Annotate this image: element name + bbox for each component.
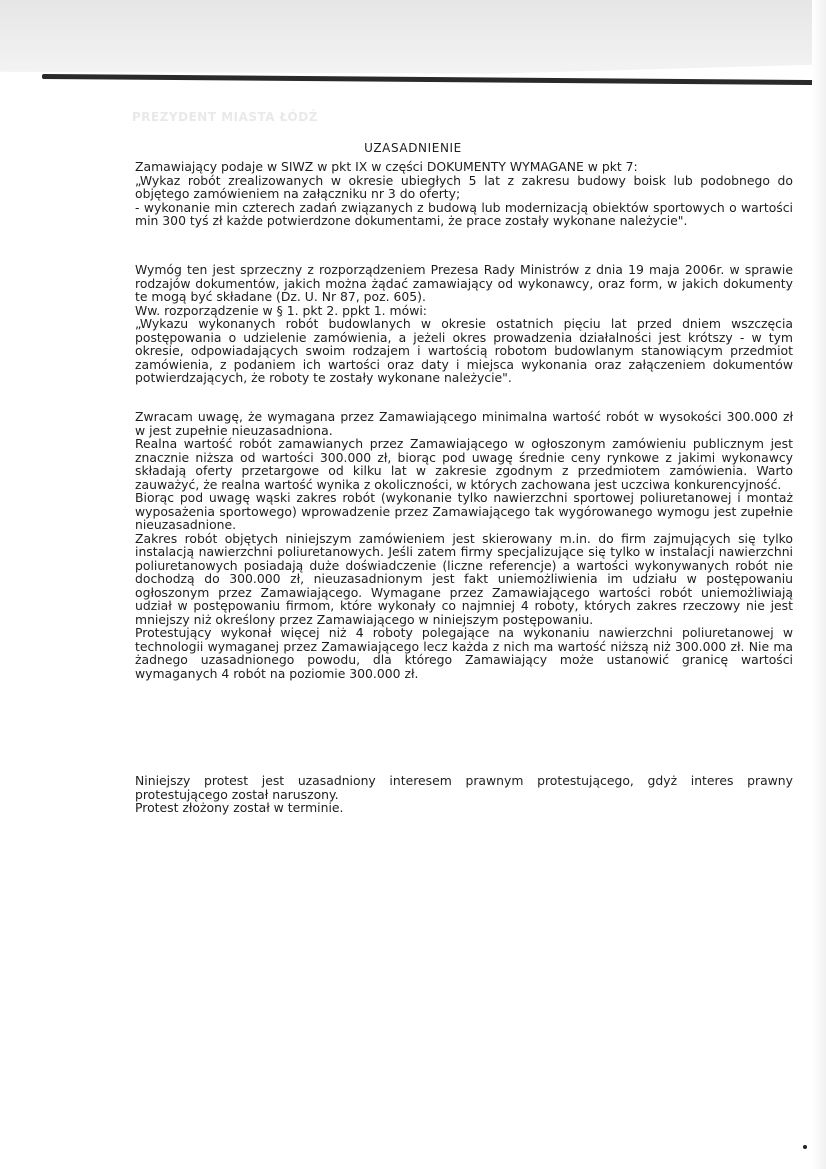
paragraph-2: Wymóg ten jest sprzeczny z rozporządzeniem Prezesa Rady Ministrów z dnia 19 maja 2006r. w sprawie rodzajów dokumentów, jakich można żądać zamawiający od wykonawcy, oraz form, w jakich dokumenty te mogą być składane (Dz. U. Nr 87, poz. 605). Ww. rozporządzenie w § 1. pkt 2. ppkt 1. mówi: „Wykazu wykonanych robót budowlanych w okresie ostatnich pięciu lat przed dniem wszczęcia postępowania o udzielenie zamówienia, a jeżeli okres prowadzenia działalności jest krótszy - w tym okresie, odpowiadających swoim rodzajem i wartością robotom budowlanym stanowiącym przedmiot zamówienia, z podaniem ich wartości oraz daty i miejsca wykonania oraz załączeniem dokumentów potwierdzających, że roboty te zostały wykonane należycie". [135, 262, 793, 385]
paragraph-3: Zwracam uwagę, że wymagana przez Zamawiającego minimalna wartość robót w wysokości 300.000 zł w jest zupełnie nieuzasadniona. Realna wartość robót zamawianych przez Zamawiającego w ogłoszonym zamówieniu publicznym jest znacznie niższa od wartości 300.000 zł, biorąc pod uwagę średnie ceny rynkowe z jakimi wykonawcy składają oferty przetargowe od kilku lat w zakresie zgodnym z przedmiotem zamówienia. Warto zauważyć, że realna wartość wynika z okoliczności, w których zachowana jest uczciwa konkurencyjność. Biorąc pod uwagę wąski zakres robót (wykonanie tylko nawierzchni sportowej poliuretanowej i montaż wyposażenia sportowego) wprowadzenie przez Zamawiającego tak wygórowanego wymogu jest zupełnie nieuzasadnione. Zakres robót objętych niniejszym zamówieniem jest skierowany m.in. do firm zajmujących się tylko instalacją nawierzchni poliuretanowych. Jeśli zatem firmy specjalizujące się tylko w instalacji nawierzchni poliuretanowych posiadają duże doświadczenie (liczne referencje) a wartości wykonywanych robót nie dochodzą do 300.000 zł, nieuzasadnionym jest fakt uniemożliwienia im udziału w postępowaniu ogłoszonym przez Zamawiającego. Wymagane przez Zamawiającego wartości robót uniemożliwiają udział w postępowaniu firmom, które wykonały co najmniej 4 roboty, których zakres rzeczowy nie jest mniejszy niż określony przez Zamawiającego w niniejszym postępowaniu. Protestujący wykonał więcej niż 4 roboty polegające na wykonaniu nawierzchni poliuretanowej w technologii wymaganej przez Zamawiającego lecz każda z nich ma wartość niższą niż 300.000 zł. Nie ma żadnego uzasadnionego powodu, dla którego Zamawiający może ustanowić granicę wartości wymaganych 4 robót na poziomie 300.000 zł. [135, 409, 793, 681]
paragraph-4: Niniejszy protest jest uzasadniony interesem prawnym protestującego, gdyż interes prawny protestującego został naruszony. Protest złożony został w terminie. [135, 773, 793, 815]
scan-dot [803, 1145, 807, 1149]
paragraph-1: Zamawiający podaje w SIWZ w pkt IX w części DOKUMENTY WYMAGANE w pkt 7: „Wykaz robót zrealizowanych w okresie ubiegłych 5 lat z zakresu budowy boisk lub podobnego do objętego zamówieniem na załączniku nr 3 do oferty; - wykonanie min czterech zadań związanych z budową lub modernizacją obiektów sportowych o wartości min 300 tyś zł każde potwierdzone dokumentami, że prace zostały wykonane należycie". [135, 159, 793, 228]
scan-right-edge [812, 0, 826, 1169]
scan-edge-line [42, 74, 826, 85]
document-title: UZASADNIENIE [364, 141, 462, 155]
ghost-header: PREZYDENT MIASTA ŁÓDŹ [132, 110, 318, 124]
